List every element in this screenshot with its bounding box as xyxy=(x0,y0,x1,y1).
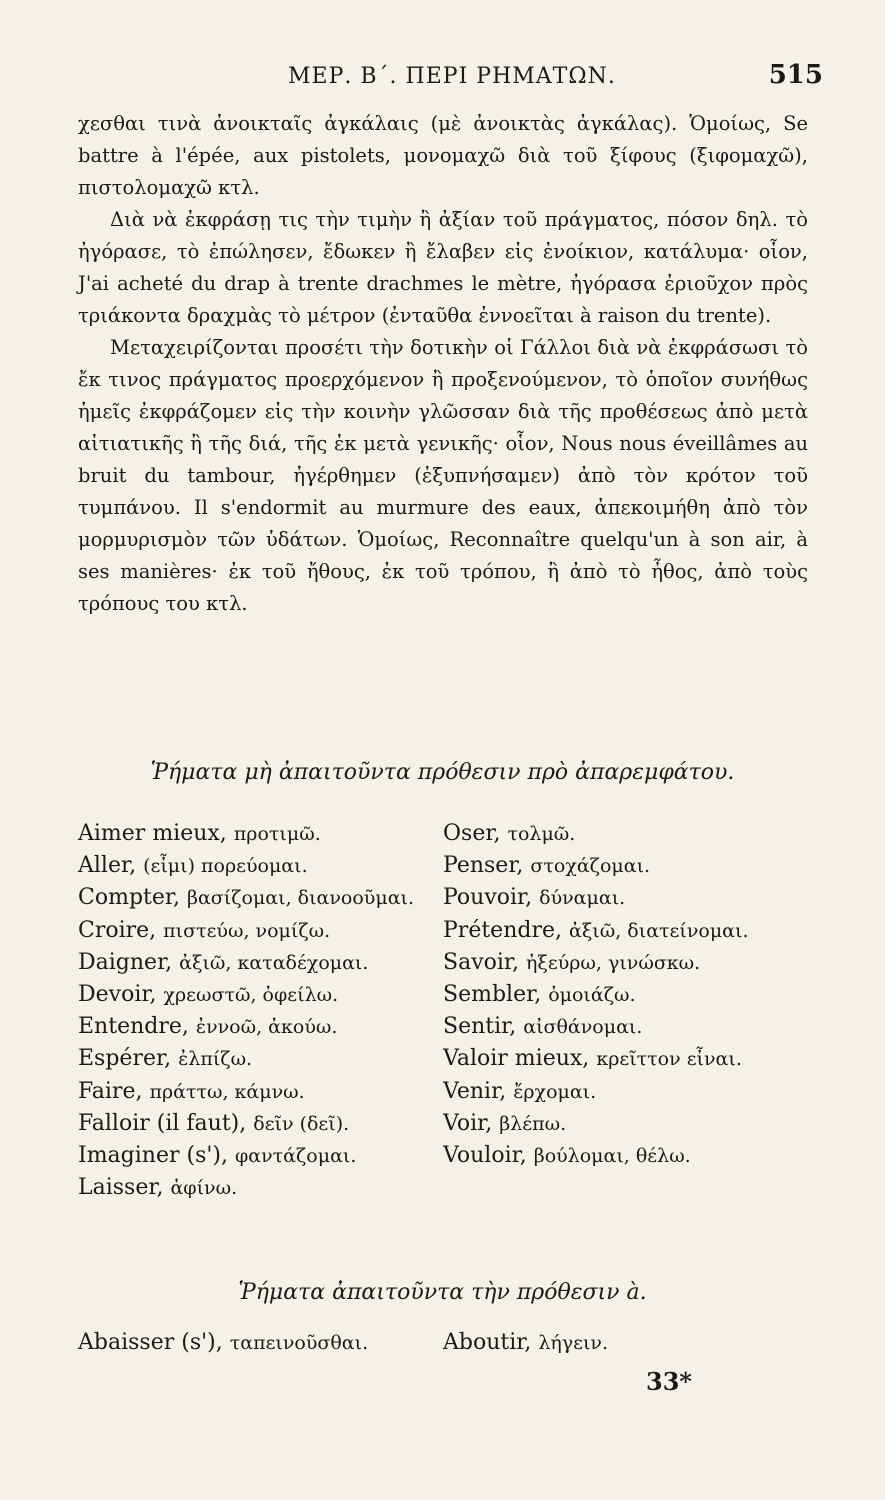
verb-entry xyxy=(443,1043,748,1075)
verb-entry xyxy=(443,979,748,1011)
verb-entry xyxy=(443,1140,748,1172)
verb-greek: πράττω, κάμνω. xyxy=(149,1080,305,1103)
verb-french: Aller, xyxy=(78,853,137,879)
verb-french: Sentir, xyxy=(443,1014,517,1040)
verb-greek: στοχάζομαι. xyxy=(530,855,651,878)
verb-french: Daigner, xyxy=(78,949,173,975)
paragraph: Διὰ νὰ ἐκφράσῃ τις τὴν τιμὴν ἢ ἀξίαν τοῦ πράγματος, πόσον δηλ. τὸ ἠγόρασε, τὸ ἐπώλησεν, ἔδωκεν ἢ ἔλαβεν εἰς ἐνοίκιον, κατάλυμα· οἷον, J'ai acheté du drap à trente drachmes le mètre, ἠγόρασα ἐριοῦχον πρὸς τριάκοντα δραχμὰς τὸ μέτρον (ἐνταῦθα ἐννοεῖται à raison du trente). xyxy=(78,208,808,327)
verb-greek: ἐννοῶ, ἀκούω. xyxy=(195,1016,338,1039)
verb-entry xyxy=(78,850,414,882)
verb-greek: ἀφίνω. xyxy=(170,1177,238,1200)
verb-greek: ἀξιῶ, διατείνομαι. xyxy=(568,919,749,942)
verb-french: Devoir, xyxy=(78,982,157,1008)
verb-french: Penser, xyxy=(443,853,524,879)
verb-french: Valoir mieux, xyxy=(443,1046,590,1072)
verb-french: Laisser, xyxy=(78,1175,164,1201)
verb-entry xyxy=(78,882,414,914)
verb-entry xyxy=(78,1076,414,1108)
verb-greek: τολμῶ. xyxy=(507,823,576,845)
verb-entry xyxy=(443,850,748,882)
verb-french: Imaginer (s'), xyxy=(78,1143,228,1169)
verb-greek: (εἶμι) πορεύομαι. xyxy=(143,855,308,878)
verb-entry xyxy=(443,1330,608,1355)
verb-entry xyxy=(443,915,748,947)
verb-entry xyxy=(443,1011,748,1043)
verb-entry xyxy=(78,1108,414,1140)
verb-entry xyxy=(443,1108,748,1140)
verb-greek: ἐλπίζω. xyxy=(178,1048,253,1071)
verb-entry xyxy=(78,947,414,979)
verb-french: Sembler, xyxy=(443,982,542,1008)
verb-greek: πιστεύω, νομίζω. xyxy=(163,919,331,942)
paragraph: Μεταχειρίζονται προσέτι τὴν δοτικὴν οἱ Γάλλοι διὰ νὰ ἐκφράσωσι τὸ ἔκ τινος πράγματος προερχόμενον ἢ προξενούμενον, τὸ ὁποῖον συνήθως ἡμεῖς ἐκφράζομεν εἰς τὴν κοινὴν γλῶσσαν διὰ τῆς προθέσεως ἀπὸ μετὰ αἰτιατικῆς ἢ τῆς διά, τῆς ἐκ μετὰ γενικῆς· οἷον, Nous nous éveillâmes au bruit du tambour, ἠγέρθημεν (ἐξυπνήσαμεν) ἀπὸ τὸν κρότον τοῦ τυμπάνου. Il s'endormit au murmure des eaux, ἀπεκοιμήθη ἀπὸ τὸν μορμυρισμὸν τῶν ὑδάτων. Ὁμοίως, Reconnaître quelqu'un à son air, à ses manières· ἐκ τοῦ ἤθους, ἐκ τοῦ τρόπου, ἢ ἀπὸ τὸ ἦθος, ἀπὸ τοὺς τρόπους του κτλ. xyxy=(78,336,808,615)
verb-french: Vouloir, xyxy=(443,1143,527,1169)
verb-greek: προτιμῶ. xyxy=(233,823,321,845)
verb-french: Savoir, xyxy=(443,949,519,975)
verb-greek: ταπεινοῦσθαι. xyxy=(229,1332,369,1354)
verb-greek: δεῖν (δεῖ). xyxy=(253,1112,350,1135)
verb-entry xyxy=(78,818,414,850)
verb-greek: λήγειν. xyxy=(538,1332,609,1354)
paragraph: χεσθαι τινὰ ἀνοικταῖς ἀγκάλαις (μὲ ἀνοικτὰς ἀγκάλας). Ὁμοίως, Se battre à l'épée, aux pistolets, μονομαχῶ διὰ τοῦ ξίφους (ξιφομαχῶ), πιστολομαχῶ κτλ. xyxy=(78,112,808,199)
section-heading: Ῥήματα μὴ ἀπαιτοῦντα πρόθεσιν πρὸ ἀπαρεμφάτου. xyxy=(150,760,735,785)
verb-greek: βλέπω. xyxy=(499,1112,567,1135)
verb-french: Entendre, xyxy=(78,1014,189,1040)
verb-greek: βασίζομαι, διανοοῦμαι. xyxy=(186,887,415,910)
verb-french: Croire, xyxy=(78,917,157,943)
verb-list-left xyxy=(78,818,414,1204)
verb-french: Abaisser (s'), xyxy=(78,1330,223,1355)
verb-greek: ἠξεύρω, γινώσκω. xyxy=(526,951,701,974)
verb-french: Espérer, xyxy=(78,1046,172,1072)
verb-entry xyxy=(78,915,414,947)
verb-french: Prétendre, xyxy=(443,917,562,943)
verb-french: Oser, xyxy=(443,821,501,846)
verb-french: Faire, xyxy=(78,1078,143,1104)
body-text xyxy=(78,108,808,620)
section-heading: Ῥήματα ἀπαιτοῦντα τὴν πρόθεσιν à. xyxy=(238,1280,647,1305)
verb-french: Aimer mieux, xyxy=(78,821,227,846)
verb-entry xyxy=(443,882,748,914)
verb-greek: φαντάζομαι. xyxy=(234,1145,357,1168)
verb-entry xyxy=(78,1172,414,1204)
verb-entry xyxy=(443,947,748,979)
signature-mark: 33* xyxy=(646,1367,692,1396)
verb-entry xyxy=(78,1140,414,1172)
verb-entry xyxy=(78,1043,414,1075)
verb-entry xyxy=(78,979,414,1011)
verb-greek: αἰσθάνομαι. xyxy=(523,1016,643,1039)
verb-list-right xyxy=(443,818,748,1172)
verb-french: Falloir (il faut), xyxy=(78,1110,247,1136)
verb-french: Aboutir, xyxy=(443,1330,532,1355)
verb-greek: ἔρχομαι. xyxy=(513,1080,597,1103)
verb-greek: κρεῖττον εἶναι. xyxy=(596,1048,742,1071)
verb-entry xyxy=(78,1011,414,1043)
verb-french: Voir, xyxy=(443,1110,493,1136)
verb-french: Venir, xyxy=(443,1078,507,1104)
verb-entry xyxy=(443,1076,748,1108)
running-header: ΜΕΡ. Β΄. ΠΕΡΙ ΡΗΜΑΤΩΝ. xyxy=(288,64,616,89)
verb-greek: ὁμοιάζω. xyxy=(548,984,636,1007)
verb-greek: βούλομαι, θέλω. xyxy=(533,1145,691,1168)
verb-greek: δύναμαι. xyxy=(539,887,626,910)
verb-french: Pouvoir, xyxy=(443,885,533,911)
verb-greek: ἀξιῶ, καταδέχομαι. xyxy=(179,951,369,974)
verb-entry xyxy=(443,818,748,850)
page-number: 515 xyxy=(768,60,823,90)
verb-entry xyxy=(78,1330,368,1355)
verb-greek: χρεωστῶ, ὀφείλω. xyxy=(163,984,339,1007)
verb-french: Compter, xyxy=(78,885,180,911)
